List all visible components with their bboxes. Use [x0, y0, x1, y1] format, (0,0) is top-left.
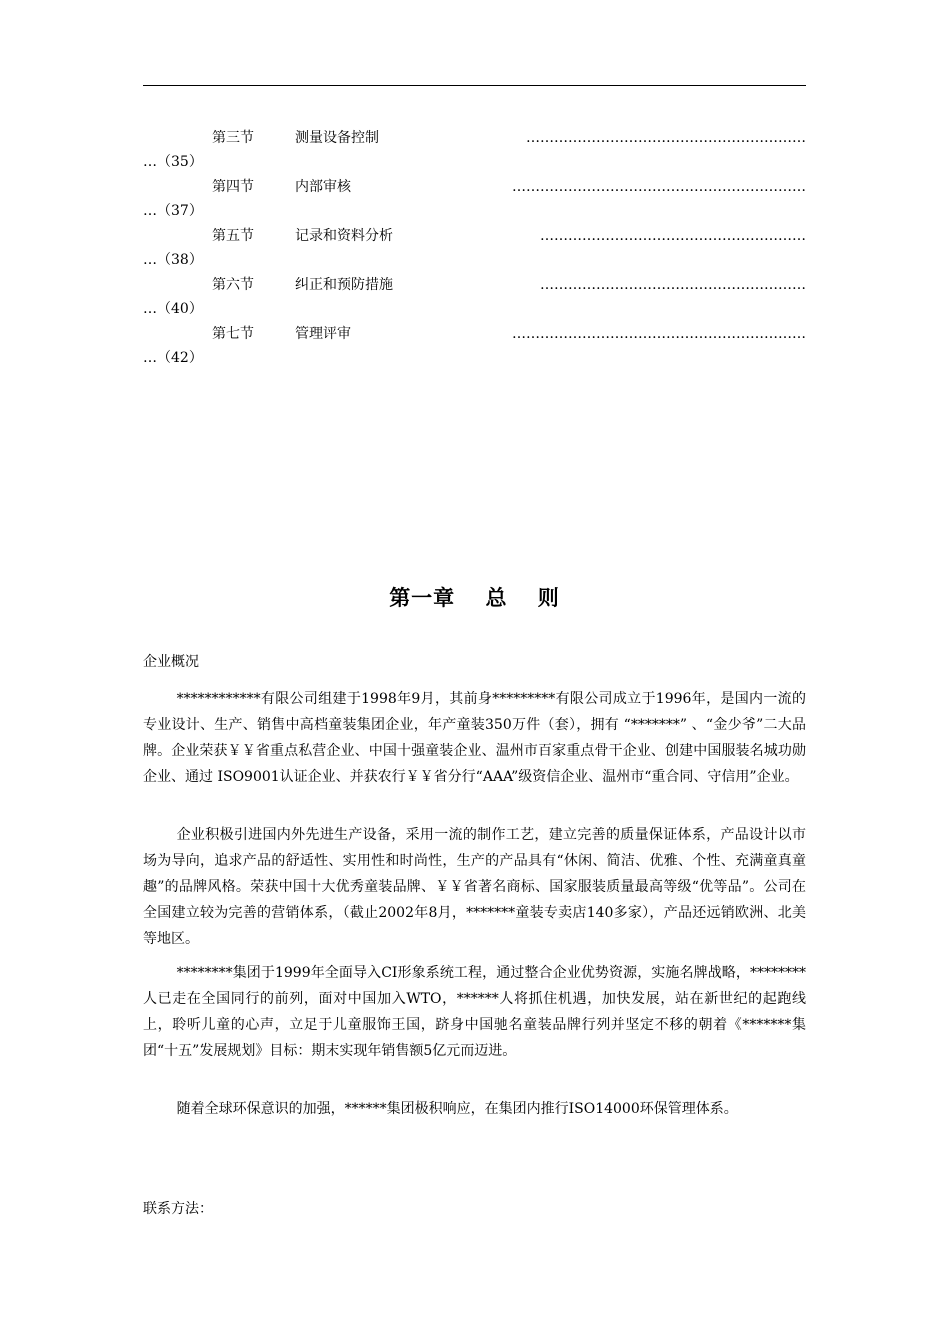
- toc-section-title: 内部审核: [295, 179, 351, 195]
- toc-leader-dots: …………………………………………………: [540, 228, 806, 244]
- toc-leader-dots: ………………………………………………………: [512, 326, 806, 342]
- toc-section-title: 纠正和预防措施: [295, 277, 393, 293]
- toc-page-number: …（40）: [143, 301, 203, 317]
- toc-section-number: 第六节: [212, 277, 254, 293]
- toc-page-number: …（35）: [143, 154, 203, 170]
- toc-page-number: …（38）: [143, 252, 203, 268]
- toc-page-number: …（42）: [143, 350, 203, 366]
- toc-leader-dots: ……………………………………………………: [526, 130, 806, 146]
- toc-section-number: 第四节: [212, 179, 254, 195]
- chapter-title: 第一章 总 则: [389, 585, 560, 610]
- section-heading: 企业概况: [143, 654, 199, 670]
- toc-section-number: 第三节: [212, 130, 254, 146]
- toc-line: [143, 126, 806, 150]
- toc-section-number: 第五节: [212, 228, 254, 244]
- header-rule: [143, 85, 806, 86]
- body-paragraph: ************有限公司组建于1998年9月，其前身*********有限公司成立于1996年，是国内一流的专业设计、生产、销售中高档童装集团企业，年产童装350万件（套），拥有 “*******” 、“金少爷”二大品牌。企业荣获￥￥省重点私营企业、中国十强童装企业、温州市百家重点骨干企业、创建中国服装名城功勋企业、通过 ISO9001认证企业、并获农行￥￥省分行“AAA”级资信企业、温州市“重合同、守信用”企业。: [143, 691, 806, 785]
- toc-section-title: 测量设备控制: [295, 130, 379, 146]
- body-paragraph: ********集团于1999年全面导入CI形象系统工程，通过整合企业优势资源，实施名牌战略，********人已走在全国同行的前列，面对中国加入WTO，******人将抓住机遇，加快发展，站在新世纪的起跑线上，聆听儿童的心声，立足于儿童服饰王国，跻身中国驰名童装品牌行列并坚定不移的朝着《*******集团“十五”发展规划》目标：期末实现年销售额5亿元而迈进。: [143, 965, 806, 1059]
- toc-section-number: 第七节: [212, 326, 254, 342]
- toc-leader-dots: …………………………………………………: [540, 277, 806, 293]
- body-paragraph: 随着全球环保意识的加强，******集团极积响应，在集团内推行ISO14000环保管理体系。: [176, 1101, 738, 1117]
- toc-entry[interactable]: [143, 273, 806, 322]
- toc-page-number: …（37）: [143, 203, 203, 219]
- toc-line: [143, 175, 806, 199]
- body-paragraph: 企业积极引进国内外先进生产设备，采用一流的制作工艺，建立完善的质量保证体系，产品设计以市场为导向，追求产品的舒适性、实用性和时尚性，生产的产品具有“休闲、简洁、优雅、个性、充满童真童趣”的品牌风格。荣获中国十大优秀童装品牌、￥￥省著名商标、国家服装质量最高等级“优等品”。公司在全国建立较为完善的营销体系，（截止2002年8月，*******童装专卖店140多家），产品还远销欧洲、北美等地区。: [143, 827, 806, 947]
- toc-section-title: 记录和资料分析: [295, 228, 393, 244]
- toc-entry[interactable]: [143, 126, 806, 175]
- toc-entry[interactable]: [143, 322, 806, 371]
- toc-entry[interactable]: [143, 175, 806, 224]
- toc-line: [143, 224, 806, 248]
- toc-leader-dots: ………………………………………………………: [512, 179, 806, 195]
- contact-label: 联系方法：: [143, 1201, 213, 1217]
- table-of-contents: [143, 126, 806, 371]
- toc-entry[interactable]: [143, 224, 806, 273]
- toc-line: [143, 322, 806, 346]
- toc-section-title: 管理评审: [295, 326, 351, 342]
- toc-line: [143, 273, 806, 297]
